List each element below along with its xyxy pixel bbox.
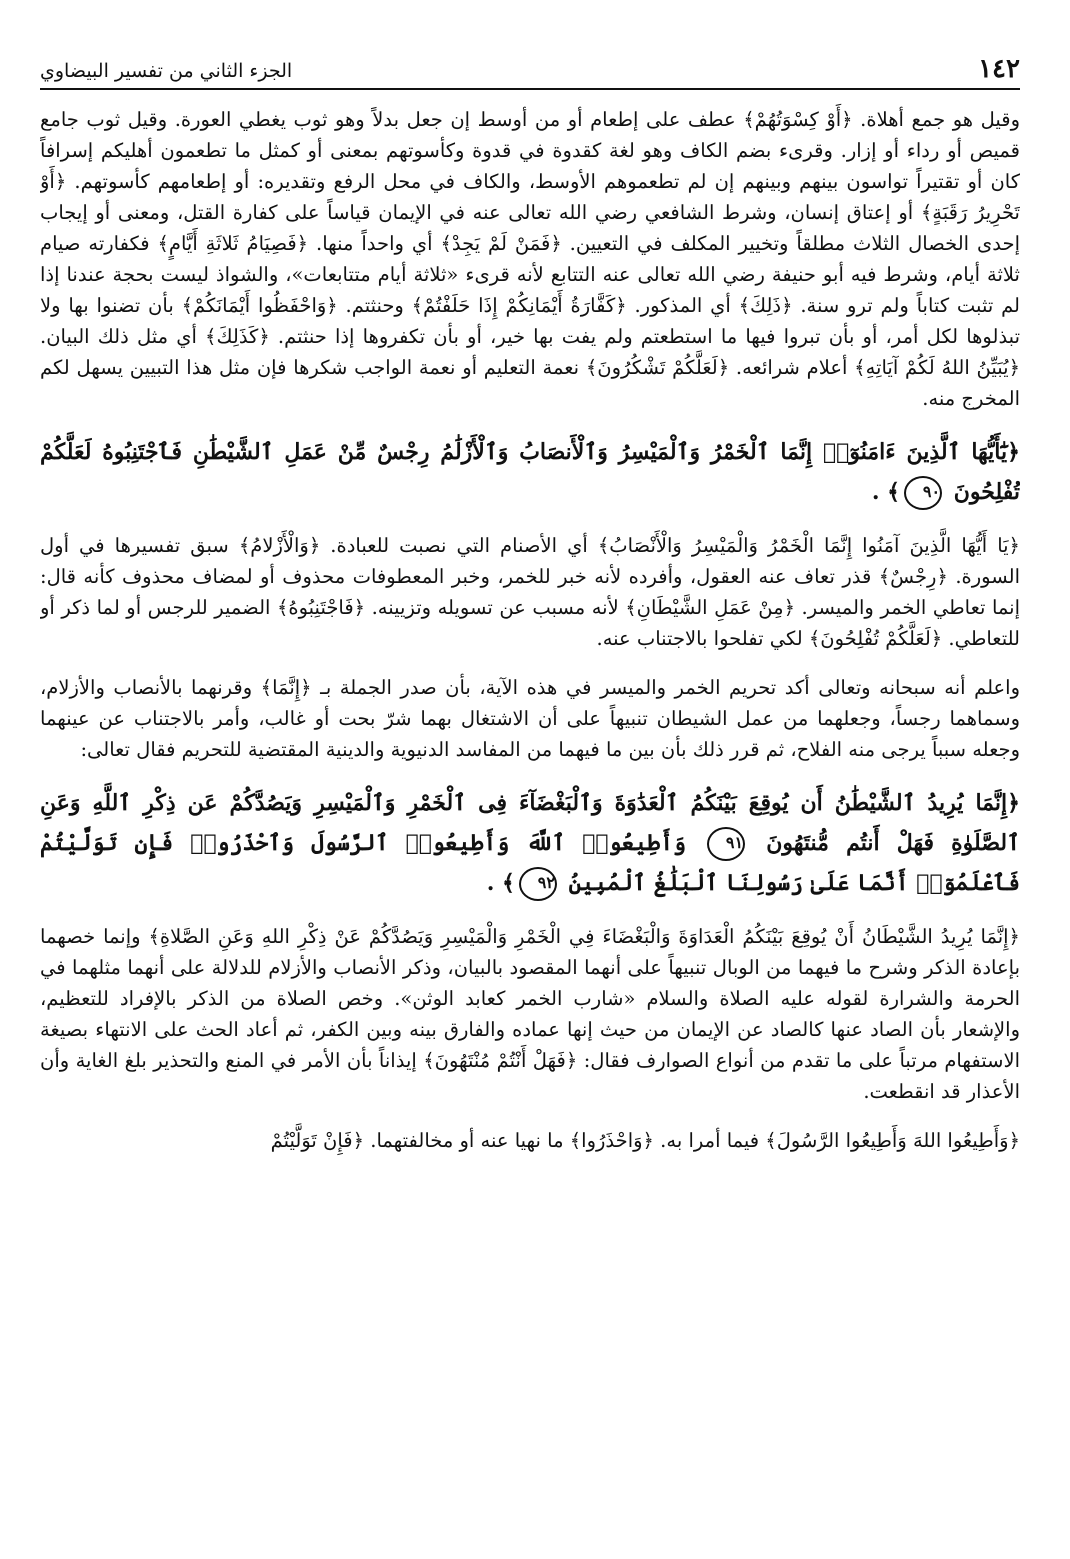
commentary-paragraph-5: ﴿وَأَطِيعُوا اللهَ وَأَطِيعُوا الرَّسُولَ﴾ فيما أمرا به. ﴿وَاحْذَرُوا﴾ ما نهيا عنه أو مخالفتهما. ﴿فَإِنْ تَوَلَّيْتُمْ: [270, 1129, 1020, 1152]
quran-verses-91-92: [40, 783, 1020, 903]
verse-90-text: ﴿يَٰٓأَيُّهَا ٱلَّذِينَ ءَامَنُوٓا۟ إِنَّمَا ٱلْخَمْرُ وَٱلْمَيْسِرُ وَٱلْأَنصَابُ وَٱلْأَزْلَٰمُ رِجْسٌ مِّنْ عَمَلِ ٱلشَّيْطَٰنِ فَٱجْتَنِبُوهُ لَعَلَّكُمْ تُفْلِحُونَ: [40, 439, 1020, 505]
page-header: [40, 48, 1020, 90]
running-title: الجزء الثاني من تفسير البيضاوي: [40, 60, 293, 82]
commentary-paragraph-3: واعلم أنه سبحانه وتعالى أكد تحريم الخمر والميسر في هذه الآية، بأن صدر الجملة بـ ﴿إِنَّمَا﴾ وقرنهما بالأنصاب والأزلام، وسماهما رجساً، وجعلهما من عمل الشيطان تنبيهاً على أن الاشتغال بهما شرّ بحت أو غالب، وأمر بالاجتناب عن عينهما وجعله سبباً يرجى منه الفلاح، ثم قرر ذلك بأن بين ما فيهما من المفاسد الدنيوية والدينية المقتضية للتحريم فقال تعالى:: [40, 676, 1020, 761]
commentary-paragraph-2: ﴿يَا أَيُّهَا الَّذِينَ آمَنُوا إِنَّمَا الْخَمْرُ وَالْمَيْسِرُ وَالْأَنْصَابُ﴾ أي الأصنام التي نصبت للعبادة. ﴿وَالْأَزْلامُ﴾ سبق تفسيرها في أول السورة. ﴿رِجْسٌ﴾ قذر تعاف عنه العقول، وأفرده لأنه خبر للخمر، وخبر المعطوفات محذوف أو لمضاف محذوف كأنه قال: إنما تعاطي الخمر والميسر. ﴿مِنْ عَمَلِ الشَّيْطَانِ﴾ لأنه مسبب عن تسويله وتزيينه. ﴿فَاجْتَنِبُوهُ﴾ الضمير للرجس أو لما ذكر أو للتعاطي. ﴿لَعَلَّكُمْ تُفْلِحُونَ﴾ لكي تفلحوا بالاجتناب عنه.: [40, 534, 1020, 650]
verse-92-closing: ﴾ .: [486, 870, 515, 896]
commentary-paragraph-1: وقيل هو جمع أهلاة. ﴿أَوْ كِسْوَتُهُمْ﴾ عطف على إطعام أو من أوسط إن جعل بدلاً وهو ثوب يغطي العورة. وقيل ثوب جامع قميص أو رداء أو إزار. وقرىء بضم الكاف وهو لغة كقدوة في قدوة وكأسوتهم بمعنى أو كمثل ما تطعمون أهليكم إسرافاً كان أو تقتيراً تواسون بينهم وبينهم إن لم تطعموهم الأوسط، والكاف في محل الرفع وتقديره: أو إطعامهم كأسوتهم. ﴿أَوْ تَحْرِيرُ رَقَبَةٍ﴾ أو إعتاق إنسان، وشرط الشافعي رضي الله تعالى عنه في الإيمان قياساً على كفارة القتل، ومعنى أو إيجاب إحدى الخصال الثلاث مطلقاً وتخيير المكلف في التعيين. ﴿فَمَنْ لَمْ يَجِدْ﴾ أي واحداً منها. ﴿فَصِيَامُ ثَلاثَةِ أَيَّامٍ﴾ فكفارته صيام ثلاثة أيام، وشرط فيه أبو حنيفة رضي الله تعالى عنه التتابع لأنه قرىء «ثلاثة أيام متتابعات»، والشواذ ليست بحجة عندنا إذا لم تثبت كتاباً ولم ترو سنة. ﴿ذَلِكَ﴾ أي المذكور. ﴿كَفَّارَةُ أَيْمَانِكُمْ إِذَا حَلَفْتُمْ﴾ وحنثتم. ﴿وَاحْفَظُوا أَيْمَانَكُمْ﴾ بأن تضنوا بها ولا تبذلوها لكل أمر، أو بأن تبروا فيها ما استطعتم ولم يفت بها خير، أو بأن تكفروها إذا حنثتم. ﴿كَذَلِكَ﴾ أي مثل ذلك البيان. ﴿يُبَيِّنُ اللهُ لَكُمْ آيَاتِهِ﴾ أعلام شرائعه. ﴿لَعَلَّكُمْ تَشْكُرُونَ﴾ نعمة التعليم أو نعمة الواجب شكرها فإن مثل هذا التبيين يسهل لكم المخرج منه.: [40, 108, 1020, 410]
document-page: [40, 48, 1020, 1538]
ayah-number-90: ٩٠: [904, 476, 942, 510]
verse-92-text: وَأَطِيعُوا۟ ٱللَّهَ وَأَطِيعُوا۟ ٱلرَّسُولَ وَٱحْذَرُوا۟ فَإِن تَوَلَّيْتُمْ فَٱعْلَمُوٓا۟ أَنَّمَا عَلَىٰ رَسُولِنَا ٱلْبَلَٰغُ ٱلْمُبِينُ: [40, 830, 1020, 896]
ayah-number-91: ٩١: [707, 827, 745, 861]
verse-91-text: ﴿إِنَّمَا يُرِيدُ ٱلشَّيْطَٰنُ أَن يُوقِعَ بَيْنَكُمُ ٱلْعَدَٰوَةَ وَٱلْبَغْضَآءَ فِى ٱلْخَمْرِ وَٱلْمَيْسِرِ وَيَصُدَّكُمْ عَن ذِكْرِ ٱللَّهِ وَعَنِ ٱلصَّلَوٰةِ فَهَلْ أَنتُم مُّنتَهُونَ: [40, 790, 1020, 856]
page-number: ١٤٢: [978, 54, 1020, 84]
ayah-number-92: ٩٢: [519, 867, 557, 901]
commentary-paragraph-4: ﴿إِنَّمَا يُرِيدُ الشَّيْطَانُ أَنْ يُوقِعَ بَيْنَكُمُ الْعَدَاوَةَ وَالْبَغْضَاءَ فِي الْخَمْرِ وَالْمَيْسِرِ وَيَصُدَّكُمْ عَنْ ذِكْرِ اللهِ وَعَنِ الصَّلاةِ﴾ وإنما خصهما بإعادة الذكر وشرح ما فيهما من الوبال تنبيهاً على أنهما المقصود بالبيان، وذكر الأنصاب والأزلام للدلالة على أنهما مثلهما في الحرمة والشرارة لقوله عليه الصلاة والسلام «شارب الخمر كعابد الوثن». وخص الصلاة من الذكر بالإفراد للتعظيم، والإشعار بأن الصاد عنها كالصاد عن الإيمان من حيث إنها عماده والفارق بينه وبين الكفر، ثم أعاد الحث على الانتهاء بصيغة الاستفهام مرتباً على ما تقدم من أنواع الصوارف فقال: ﴿فَهَلْ أَنْتُمْ مُنْتَهُونَ﴾ إيذاناً بأن الأمر في المنع والتحذير بلغ الغاية وأن الأعذار قد انقطعت.: [40, 925, 1020, 1103]
quran-verse-90: [40, 432, 1020, 512]
verse-90-closing: ﴾ .: [871, 479, 901, 505]
